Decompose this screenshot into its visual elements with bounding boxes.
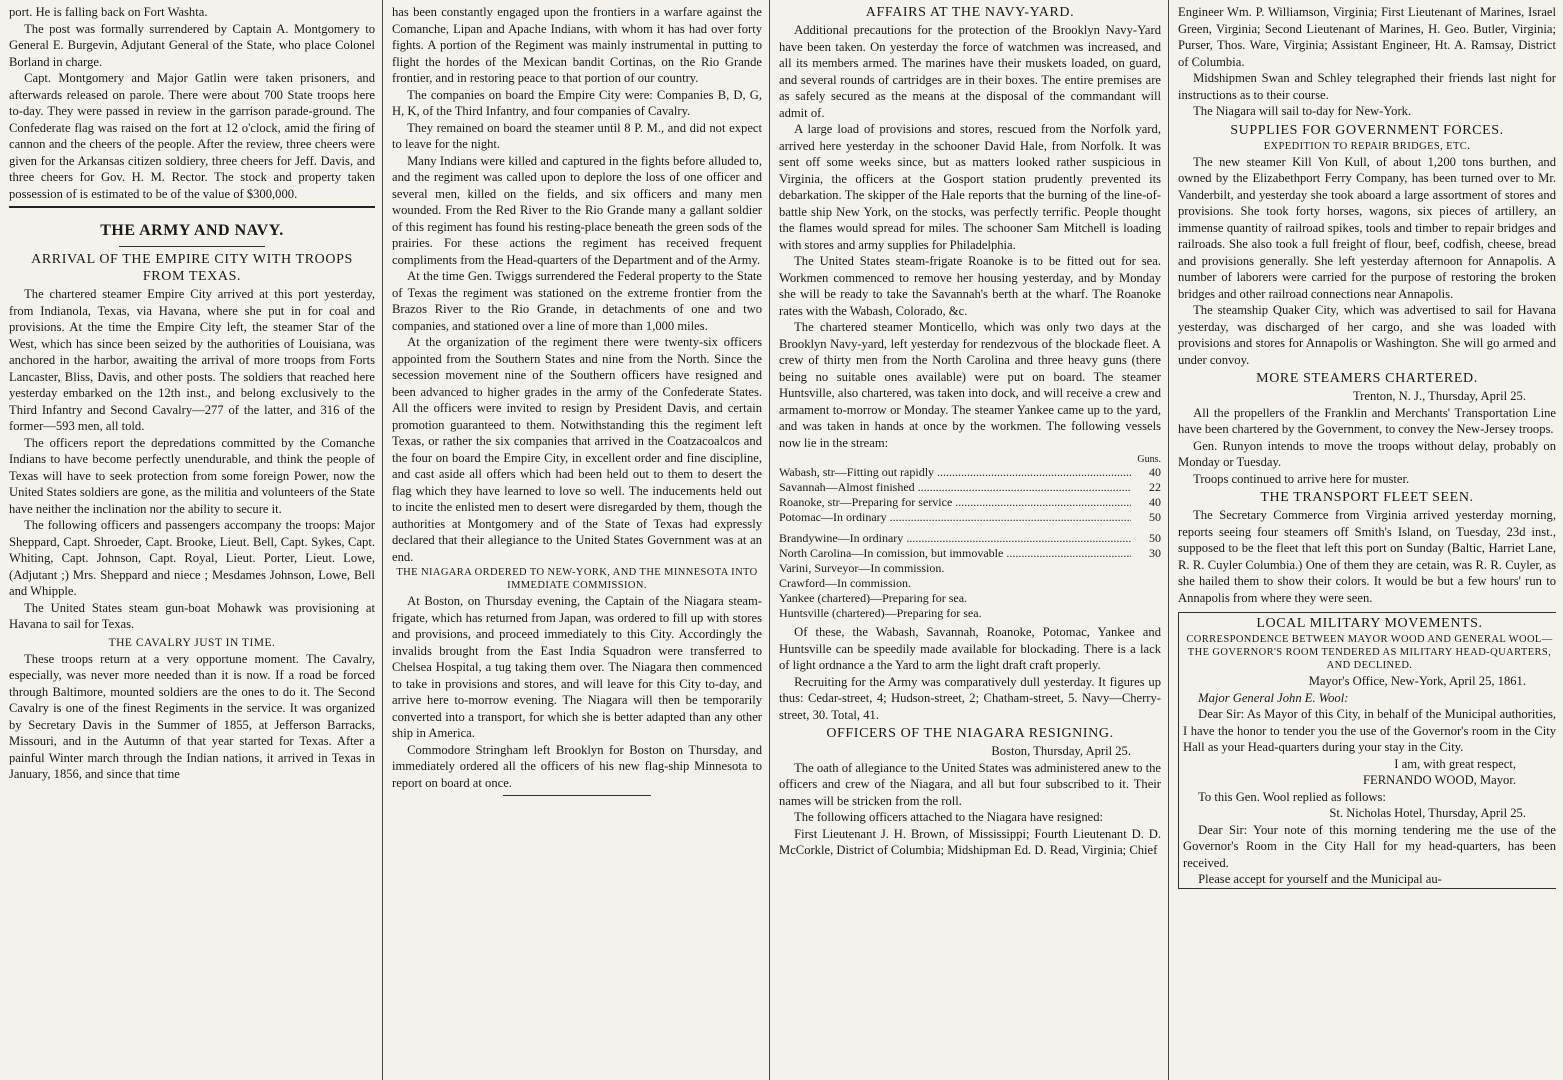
paragraph: The companies on board the Empire City were: Companies B, D, G, H, K, of the Third Infantry, and four companies of Cavalry. (392, 87, 762, 118)
vessel-row (779, 510, 1161, 525)
paragraph: At the time Gen. Twiggs surrendered the Federal property to the State of Texas the regiment was stationed on the extreme frontier from the Brazos River to the Rio Grande, in detachments of one and two companies, and stationed over a line of more than 1,000 miles. (392, 269, 762, 333)
headline-transport-fleet: THE TRANSPORT FLEET SEEN. (1260, 490, 1474, 505)
paragraph: All the propellers of the Franklin and Merchants' Transportation Line have been chartered by the Government, to convey the New-Jersey troops. (1178, 405, 1556, 436)
divider (119, 246, 265, 247)
paragraph: At Boston, on Thursday evening, the Captain of the Niagara steam-frigate, which has returned from Japan, was ordered to fill up with stores and provisions, and proceed immediately to this City. Accordingly the invalids brought from the East India Squadron were transferred to Chelsea Hospital, a tug taking them over. The Niagara then commenced to take in provisions and stores, and will leave for this City to-day, and arrive here to-morrow evening. The Niagara will then be temporarily converted into a transport, for which she is better adapted than any other ship in America. (392, 594, 762, 740)
paragraph: First Lieutenant J. H. Brown, of Mississippi; Fourth Lieutenant D. D. McCorkle, District of Columbia; Midshipman Ed. D. Read, Virginia; Chief (779, 826, 1161, 857)
paragraph: Of these, the Wabash, Savannah, Roanoke, Potomac, Yankee and Huntsville can be speedily made available for blockading. There is a lack of light ordnance a the Yard to arm the light draft craft properly. (779, 625, 1161, 672)
paragraph: Dear Sir: As Mayor of this City, in behalf of the Municipal authorities, I have the honor to tender you the use of the Governor's room in the City Hall as your Head-quarters during your stay in the City. (1183, 707, 1556, 754)
vessel-name: Brandywine—In ordinary ..... (779, 531, 1131, 546)
paragraph: The steamship Quaker City, which was advertised to sail for Havana yesterday, was discharged of her cargo, and she was loaded with provisions and stores for Annapolis or Washington. She will go armed and under convoy. (1178, 303, 1556, 367)
letter-closing: I am, with great respect, (1394, 756, 1516, 771)
paragraph: The following officers attached to the Niagara have resigned: (794, 810, 1104, 824)
vessel-guns: 40 (1149, 465, 1161, 479)
vessel-row (779, 480, 1161, 495)
paragraph: The post was formally surrendered by Captain A. Montgomery to General E. Burgevin, Adjutant General of the State, who place Colonel Borland in charge. (9, 21, 375, 69)
paragraph: Gen. Runyon intends to move the troops without delay, probably on Monday or Tuesday. (1178, 438, 1556, 469)
headline-local-military: LOCAL MILITARY MOVEMENTS. (1256, 616, 1483, 631)
dateline: Trenton, N. J., Thursday, April 25. (1352, 389, 1526, 403)
vessel-row (779, 465, 1161, 480)
vessel-row: Huntsville (chartered)—Preparing for sea. (779, 606, 982, 620)
vessel-name: North Carolina—In comission, but immovable ..... (779, 546, 1131, 561)
vessel-row (779, 546, 1161, 561)
letter-addressee: Major General John E. Wool: (1198, 690, 1349, 705)
paragraph: These troops return at a very opportune moment. The Cavalry, especially, was never more needed than it is now. If a road be forced through Baltimore, mounted soldiers are the ones to do it. The Second Cavalry is one of the finest Regiments in the service. It was organized by Secretary Davis in the Summer of 1855, at Jefferson Barracks, Missouri, and in the Autumn of that year started for Texas. After a painful Winter march through the Indian nations, it arrived in Texas in January, 1856, and since that time (9, 651, 375, 781)
subheading-expedition: EXPEDITION TO REPAIR BRIDGES, ETC. (1263, 140, 1471, 152)
vessel-name: Potomac—In ordinary ..... (779, 510, 1131, 525)
paragraph: has been constantly engaged upon the frontiers in a warfare against the Comanche, Lipan and Apache Indians, with whom it has had over forty fights. A portion of the Regiment was mainly instrumental in putting to flight the hordes of the Mexican bandit Cortinas, on the Rio Grande frontier, and in restoring peace to that portion of our country. (392, 5, 762, 85)
paragraph: Capt. Montgomery and Major Gatlin were taken prisoners, and afterwards released on parole. There were about 700 State troops here to-day. They were passed in review in the garrison parade-ground. The Confederate flag was raised on the fort at 12 o'clock, amid the firing of cannon and the cheers of the people. After the review, three cheers were given for the Arkansas citizen soldiery, three cheers for Jeff. Davis, and three cheers for Gov. H. M. Rector. The stock and property taken possession of is estimated to be of the value of $300,000. (9, 71, 375, 201)
vessel-row (779, 531, 1161, 546)
paragraph: A large load of provisions and stores, rescued from the Norfolk yard, arrived here yesterday in the schooner David Hale, from Norfolk. It was sent off some weeks since, but as matters looked rather suspicious in Virginia, the officers at the Gosport station prudently prevented its debarkation. The skipper of the Hale reports that the burning of the line-of-battle ship New York, on the stocks, was perfectly terrific. People thought the flames would spread for miles. The schooner Sam Mitchell is loading with stores and army supplies for Philadelphia. (779, 122, 1161, 252)
vessel-name: Roanoke, str—Preparing for service ..... (779, 495, 1131, 510)
paragraph: The chartered steamer Empire City arrived at this port yesterday, from Indianola, Texas, via Havana, where she put in for coal and provisions. At the time the Empire City left, the steamer Star of the West, which has since been seized by the authorities of Louisiana, was anchored in the harbor, awaiting the arrival of more troops from Forts Lancaster, Bliss, Davis, and other posts. The soldiers that reached here yesterday embarked on the 12th inst., and belong exclusively to the Third Infantry and Second Cavalry—277 of the latter, and 316 of the former—593 men, all told. (9, 287, 375, 433)
dateline: Mayor's Office, New-York, April 25, 1861. (1308, 674, 1526, 688)
headline-steamers-chartered: MORE STEAMERS CHARTERED. (1256, 371, 1478, 386)
paragraph: The Niagara will sail to-day for New-York. (1193, 104, 1412, 118)
headline-supplies: SUPPLIES FOR GOVERNMENT FORCES. (1230, 122, 1504, 138)
paragraph: The new steamer Kill Von Kull, of about 1,200 tons burthen, and owned by the Elizabethport Ferry Company, has been turned over to Mr. Vanderbilt, and yesterday she took aboard a large assortment of stores and provisions. She took forty horses, wagons, six pieces of artillery, an immense quantity of railroad spikes, tools and timber to repair bridges and railroads. She also took a full freight of flour, beef, codfish, cheese, bread and provisions generally. She left yesterday afternoon for Annapolis. A number of laborers were carried for the purpose of restoring the broken bridges and other railroad connections near Annapolis. (1178, 154, 1556, 301)
paragraph: The following officers and passengers accompany the troops: Major Sheppard, Capt. Shroeder, Capt. Brooke, Lieut. Bell, Capt. Sykes, Capt. Whiting, Capt. Johnson, Capt. Royal, Lieut. Porter, Lieut. Lowe, (Adjutant ;) Mrs. Sheppard and niece ; Mesdames Johnson, Lowe, Bell and Whipple. (9, 518, 375, 598)
paragraph: port. He is falling back on Fort Washta. (9, 5, 208, 19)
vessel-list (779, 454, 1161, 621)
paragraph: Commodore Stringham left Brooklyn for Boston on Thursday, and immediately ordered all the officers of his new flag-ship Minnesota to report on board at once. (392, 742, 762, 790)
dateline: Boston, Thursday, April 25. (991, 744, 1131, 758)
paragraph: The chartered steamer Monticello, which was only two days at the Brooklyn Navy-yard, left yesterday for rendezvous of the blockade fleet. A crew of thirty men from the North Carolina and three heavy guns (there being no suitable ones available) were put on board. The steamer Huntsville, also chartered, was taken into dock, and will receive a crew and armament to-morrow or Monday. The steamer Yankee came up to the yard, and was taken in hands at once by the workmen. The following vessels now lie in the stream: (779, 320, 1161, 450)
vessel-guns: 50 (1149, 510, 1161, 524)
column-3 (770, 0, 1169, 1080)
vessel-guns: 40 (1149, 495, 1161, 509)
local-military-box (1178, 612, 1556, 889)
paragraph: Many Indians were killed and captured in the fights before alluded to, and the regiment was called upon to deplore the loss of one officer and several men, killed on the fields, and six officers and many men wounded. From the Red River to the Rio Grande many a gallant soldier of this regiment has found his resting-place beneath the green sods of the prairies. For these actions the regiment has received frequent compliments from the Head-quarters of the Department and of the Army. (392, 153, 762, 267)
vessel-name: Savannah—Almost finished ..... (779, 480, 1131, 495)
paragraph: To this Gen. Wool replied as follows: (1198, 789, 1386, 804)
vessel-guns: 22 (1149, 480, 1161, 494)
column-1 (0, 0, 383, 1080)
paragraph: Midshipmen Swan and Schley telegraphed their friends last night for instructions as to their course. (1178, 71, 1556, 102)
vessel-row (779, 495, 1161, 510)
headline-officers-resigning: OFFICERS OF THE NIAGARA RESIGNING. (826, 726, 1114, 741)
vessel-row: Varini, Surveyor—In commission. (779, 561, 945, 575)
guns-column-label: Guns. (1137, 454, 1161, 465)
subheading-niagara-ordered: THE NIAGARA ORDERED TO NEW-YORK, AND THE MINNESOTA INTO IMMEDIATE COMMISSION. (396, 567, 758, 591)
paragraph: The Secretary Commerce from Virginia arrived yesterday morning, reports seeing four steamers off Smith's Island, on Tuesday, 23d inst., supposed to be the fleet that left this port on Sunday (Baltic, Harriet Lane, R. R. Cuyler Columbia.) One of them they are cetain, was R. R. Cuyler, as she hailed them to show their colors. It would be but a few hours' run to Annapolis from where they were seen. (1178, 508, 1556, 605)
column-2 (383, 0, 770, 1080)
divider (9, 206, 375, 208)
vessel-row: Yankee (chartered)—Preparing for sea. (779, 591, 968, 605)
paragraph: At the organization of the regiment there were twenty-six officers appointed from the Southern States and nine from the North. Since the secession movement nine of the Southern officers have resigned and been advanced to higher grades in the army of the Confederate States. All the officers were invited to resign by President Davis, and certain promotion guaranteed to them. Notwithstanding this the regiment left Texas, or rather the six companies that arrived in the Coatzacoalcos and the four on board the Empire City, in excellent order and fine discipline, and cast aside all offers which had been held out to them to desert the flag which they have learned to love so well. The inducements held out to incite the enlisted men to desert were disregarded by them, though the authorities at Montgomery and of the State of Texas had expressly declared that their allegiance to the United States Government was at an end. (392, 335, 762, 564)
paragraph: They remained on board the steamer until 8 P. M., and did not expect to leave for the night. (392, 120, 762, 151)
dateline: St. Nicholas Hotel, Thursday, April 25. (1329, 806, 1526, 820)
paragraph: Additional precautions for the protection of the Brooklyn Navy-Yard have been taken. On yesterday the force of watchmen was increased, and all its members armed. The marines have their muskets loaded, on guard, and several rounds of cartridges are in their boxes. The entire premises are as safely secured as the means at the disposal of the commandant will admit of. (779, 23, 1161, 120)
subheading-correspondence: CORRESPONDENCE BETWEEN MAYOR WOOD AND GENERAL WOOL—THE GOVERNOR'S ROOM TENDERED AS MILITARY HEAD-QUARTERS, AND DECLINED. (1186, 634, 1553, 671)
section-heading-army-navy: THE ARMY AND NAVY. (100, 222, 284, 239)
headline-arrival: ARRIVAL OF THE EMPIRE CITY WITH TROOPS FROM TEXAS. (31, 252, 353, 284)
paragraph: The officers report the depredations committed by the Comanche Indians to have become perfectly unendurable, and think the people of Texas will have to seek protection from some foreign Power, now the United States soldiers are gone, as the militia and volunteers of the State have neither the inclination nor the ability to secure it. (9, 435, 375, 516)
vessel-row: Crawford—In commission. (779, 576, 911, 590)
paragraph: The oath of allegiance to the United States was administered anew to the officers and crew of the Niagara, and all but four subscribed to it. Their names will be stricken from the roll. (779, 760, 1161, 808)
paragraph: Dear Sir: Your note of this morning tendering me the use of the Governor's Room in the City Hall for my head-quarters, has been received. (1183, 822, 1556, 870)
paragraph: Troops continued to arrive here for muster. (1193, 471, 1410, 486)
vessel-guns: 30 (1149, 546, 1161, 560)
paragraph: Engineer Wm. P. Williamson, Virginia; First Lieutenant of Marines, Israel Green, Virginia; Second Lieutenant of Marines, H. Geo. Butler, Virginia; Purser, Thos. Ware, Virginia; Assistant Engineer, Ht. A. Ramsay, District of Columbia. (1178, 5, 1556, 69)
vessel-guns: 50 (1149, 531, 1161, 545)
headline-navy-yard: AFFAIRS AT THE NAVY-YARD. (865, 5, 1075, 20)
paragraph: The United States steam-frigate Roanoke is to be fitted out for sea. Workmen commenced to remove her housing yesterday, and by Monday she will be ready to take the Savannah's berth at the wharf. The Roanoke rates with the Wabash, Colorado, &c. (779, 254, 1161, 318)
divider (503, 795, 651, 796)
paragraph: The United States steam gun-boat Mohawk was provisioning at Havana to sail for Texas. (9, 600, 375, 631)
subheading-cavalry: THE CAVALRY JUST IN TIME. (108, 636, 276, 649)
letter-signature: FERNANDO WOOD, Mayor. (1363, 773, 1516, 787)
vessel-name: Wabash, str—Fitting out rapidly ..... (779, 465, 1131, 480)
column-4 (1169, 0, 1563, 1080)
paragraph: Recruiting for the Army was comparatively dull yesterday. It figures up thus: Cedar-street, 4; Hudson-street, 2; Chatham-street, 5. Navy—Cherry-street, 30. Total, 41. (779, 674, 1161, 722)
paragraph: Please accept for yourself and the Municipal au- (1198, 872, 1442, 886)
